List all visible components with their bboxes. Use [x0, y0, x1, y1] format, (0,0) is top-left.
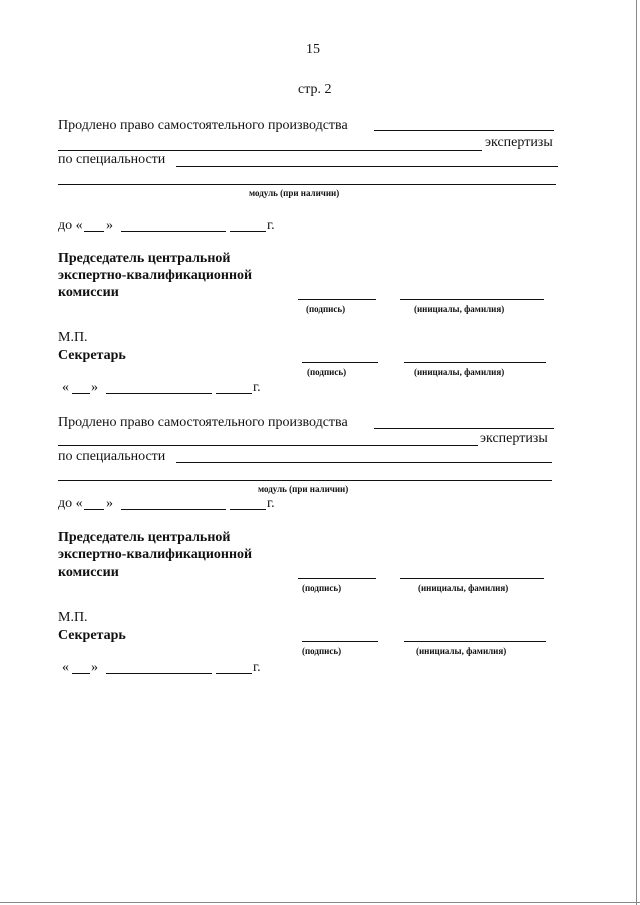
secretary-signature-caption: (подпись): [307, 367, 347, 377]
date-month-field[interactable]: [106, 393, 212, 394]
specialty-field[interactable]: [176, 166, 558, 167]
date-year-field[interactable]: [216, 393, 252, 394]
date-close-quote: »: [91, 380, 98, 395]
chairman-initials-caption: (инициалы, фамилия): [414, 304, 505, 314]
until-year-suffix: г.: [267, 496, 275, 511]
scan-edge-right: [636, 0, 637, 905]
module-caption: модуль (при наличии): [258, 484, 349, 494]
chairman-line-1: Председатель центральной: [58, 251, 231, 266]
secretary-signature-caption: (подпись): [302, 646, 342, 656]
specialty-label: по специальности: [58, 152, 166, 167]
until-month-field[interactable]: [121, 231, 226, 232]
until-label: до «: [58, 496, 83, 511]
until-day-field[interactable]: [84, 509, 104, 510]
chairman-line-2: экспертно-квалификационной: [58, 268, 253, 283]
specialty-label: по специальности: [58, 449, 166, 464]
until-quote-close: »: [106, 496, 113, 511]
production-field[interactable]: [374, 130, 554, 131]
secretary-initials-caption: (инициалы, фамилия): [414, 367, 505, 377]
date-open-quote: «: [62, 380, 69, 395]
extended-label: Продлено право самостоятельного производства: [58, 118, 348, 133]
secretary-signature-field[interactable]: [302, 641, 378, 642]
chairman-line-3: комиссии: [58, 565, 119, 580]
production-field[interactable]: [374, 428, 554, 429]
page-number: 15: [306, 42, 320, 57]
date-day-field[interactable]: [72, 393, 90, 394]
chairman-signature-field[interactable]: [298, 578, 376, 579]
expertise-label: экспертизы: [485, 135, 553, 150]
specialty-field[interactable]: [176, 462, 552, 463]
chairman-initials-field[interactable]: [400, 578, 544, 579]
expertise-field[interactable]: [58, 445, 478, 446]
secretary-label: Секретарь: [58, 628, 126, 643]
chairman-initials-field[interactable]: [400, 299, 544, 300]
chairman-signature-caption: (подпись): [306, 304, 346, 314]
seal-label: М.П.: [58, 330, 88, 345]
until-day-field[interactable]: [84, 231, 104, 232]
chairman-initials-caption: (инициалы, фамилия): [418, 583, 509, 593]
date-month-field[interactable]: [106, 673, 212, 674]
secretary-initials-field[interactable]: [404, 362, 546, 363]
page-label: стр. 2: [298, 82, 332, 97]
until-quote-close: »: [106, 218, 113, 233]
secretary-signature-field[interactable]: [302, 362, 378, 363]
date-day-field[interactable]: [72, 673, 90, 674]
seal-label: М.П.: [58, 610, 88, 625]
date-open-quote: «: [62, 660, 69, 675]
date-year-suffix: г.: [253, 660, 261, 675]
module-caption: модуль (при наличии): [249, 188, 340, 198]
expertise-label: экспертизы: [480, 431, 548, 446]
until-year-field[interactable]: [230, 509, 266, 510]
module-field[interactable]: [58, 480, 552, 481]
chairman-line-1: Председатель центральной: [58, 530, 231, 545]
date-close-quote: »: [91, 660, 98, 675]
until-year-field[interactable]: [230, 231, 266, 232]
chairman-signature-field[interactable]: [298, 299, 376, 300]
scan-edge-bottom: [0, 902, 640, 903]
chairman-line-2: экспертно-квалификационной: [58, 547, 253, 562]
until-month-field[interactable]: [121, 509, 226, 510]
secretary-initials-caption: (инициалы, фамилия): [416, 646, 507, 656]
until-label: до «: [58, 218, 83, 233]
secretary-initials-field[interactable]: [404, 641, 546, 642]
chairman-line-3: комиссии: [58, 285, 119, 300]
until-year-suffix: г.: [267, 218, 275, 233]
secretary-label: Секретарь: [58, 348, 126, 363]
date-year-suffix: г.: [253, 380, 261, 395]
extended-label: Продлено право самостоятельного производства: [58, 415, 348, 430]
expertise-field[interactable]: [58, 150, 482, 151]
date-year-field[interactable]: [216, 673, 252, 674]
module-field[interactable]: [58, 184, 556, 185]
chairman-signature-caption: (подпись): [302, 583, 342, 593]
